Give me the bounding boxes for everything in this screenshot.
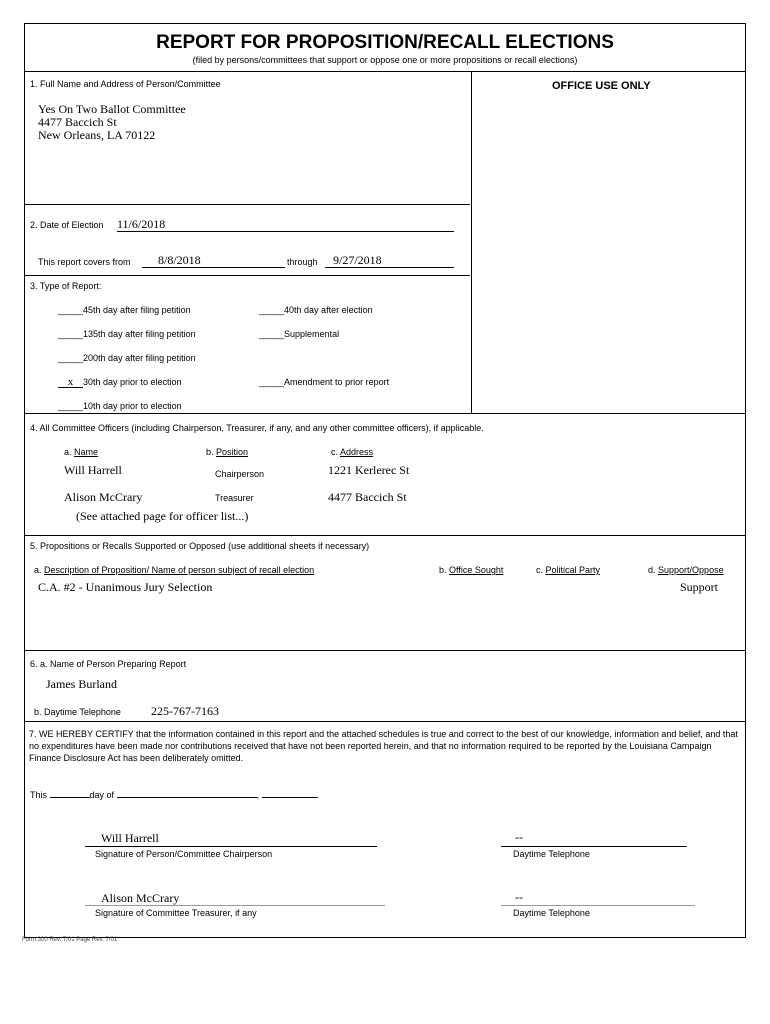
- divider: [25, 721, 745, 722]
- divider: [25, 535, 745, 536]
- section-2-label: 2. Date of Election: [30, 220, 104, 230]
- treasurer-signature: Alison McCrary: [101, 891, 180, 905]
- divider: [25, 413, 745, 414]
- officer-address: 4477 Baccich St: [328, 490, 407, 504]
- report-form: [24, 23, 746, 938]
- chair-signature: Will Harrell: [101, 831, 159, 845]
- officer-position: Treasurer: [215, 493, 254, 503]
- chair-signature-label: Signature of Person/Committee Chairperson: [95, 849, 273, 859]
- proposition-description-header: a. Description of Proposition/ Name of person subject of recall election: [34, 565, 315, 575]
- preparer-name: James Burland: [46, 677, 117, 691]
- election-date-line: [117, 231, 454, 232]
- report-type-supplemental: _____Supplemental: [259, 329, 340, 339]
- report-type-45th: _____45th day after filing petition: [58, 305, 191, 315]
- preparer-phone: 225-767-7163: [151, 704, 219, 718]
- treasurer-phone-line: [501, 905, 695, 906]
- form-number: Form 300 Rev. 7/01 Page Rev. 7/01: [22, 937, 118, 943]
- chair-phone-line: [501, 846, 687, 847]
- committee-street: 4477 Baccich St: [38, 115, 117, 129]
- office-use-divider: [471, 71, 472, 413]
- preparer-phone-label: b. Daytime Telephone: [34, 707, 121, 717]
- office-use-label: OFFICE USE ONLY: [552, 80, 651, 92]
- treasurer-signature-label: Signature of Committee Treasurer, if any: [95, 908, 257, 918]
- committee-city: New Orleans, LA 70122: [38, 128, 156, 142]
- proposition-description: C.A. #2 - Unanimous Jury Selection: [38, 580, 213, 594]
- chair-signature-line: [85, 846, 377, 847]
- treasurer-phone: --: [515, 890, 523, 904]
- section-1-label: 1. Full Name and Address of Person/Committee: [30, 79, 221, 89]
- covers-label: This report covers from: [38, 257, 131, 267]
- section-4-label: 4. All Committee Officers (including Chairperson, Treasurer, if any, and any other committee officers), if applicable.: [30, 423, 484, 433]
- through-label: through: [287, 257, 318, 267]
- officer-name: Alison McCrary: [64, 490, 143, 504]
- page-subtitle: (filed by persons/committees that support or oppose one or more propositions or recall elections): [192, 55, 578, 65]
- certification-text: 7. WE HEREBY CERTIFY that the information contained in this report and the attached schedules is true and correct to the best of our knowledge, information and belief, and that no expenditures have been made nor contributions received that have not been reported herein, and that no information required to be reported by the Louisiana Campaign Finance Disclosure Act has been deliberately omitted.: [29, 729, 738, 763]
- report-type-30th: x 30th day prior to election: [58, 377, 182, 388]
- section-5-label: 5. Propositions or Recalls Supported or Opposed (use additional sheets if necessary): [30, 541, 370, 551]
- report-type-amendment: _____Amendment to prior report: [259, 377, 390, 387]
- page-title: REPORT FOR PROPOSITION/RECALL ELECTIONS: [156, 32, 614, 53]
- covers-from-date: 8/8/2018: [158, 253, 201, 267]
- section-6-label: 6. a. Name of Person Preparing Report: [30, 659, 187, 669]
- report-type-40th: _____40th day after election: [259, 305, 373, 315]
- section-3-label: 3. Type of Report:: [30, 281, 102, 291]
- committee-name: Yes On Two Ballot Committee: [38, 102, 186, 116]
- report-type-30th-mark: x: [58, 377, 83, 388]
- chair-phone: --: [515, 830, 523, 844]
- report-type-10th: _____10th day prior to election: [58, 401, 182, 411]
- officer-name-header: a. Name: [64, 447, 99, 457]
- political-party-header: c. Political Party: [536, 565, 601, 575]
- divider: [25, 204, 470, 205]
- officer-list-note: (See attached page for officer list...): [76, 509, 249, 523]
- divider: [25, 275, 470, 276]
- office-sought-header: b. Office Sought: [439, 565, 504, 575]
- election-date: 11/6/2018: [117, 217, 166, 231]
- officer-address: 1221 Kerlerec St: [328, 463, 410, 477]
- officer-position-header: b. Position: [206, 447, 249, 457]
- officer-address-header: c. Address: [331, 447, 374, 457]
- covers-to-date: 9/27/2018: [333, 253, 382, 267]
- certification-date-line: This day of , .: [30, 790, 320, 800]
- support-oppose-header: d. Support/Oppose: [648, 565, 724, 575]
- chair-phone-label: Daytime Telephone: [513, 849, 590, 859]
- report-type-135th: _____135th day after filing petition: [58, 329, 196, 339]
- treasurer-phone-label: Daytime Telephone: [513, 908, 590, 918]
- officer-position: Chairperson: [215, 469, 265, 479]
- report-type-200th: _____200th day after filing petition: [58, 353, 196, 363]
- support-oppose-value: Support: [680, 580, 719, 594]
- divider: [25, 71, 745, 72]
- treasurer-signature-line: [85, 905, 385, 906]
- officer-name: Will Harrell: [64, 463, 122, 477]
- divider: [25, 650, 745, 651]
